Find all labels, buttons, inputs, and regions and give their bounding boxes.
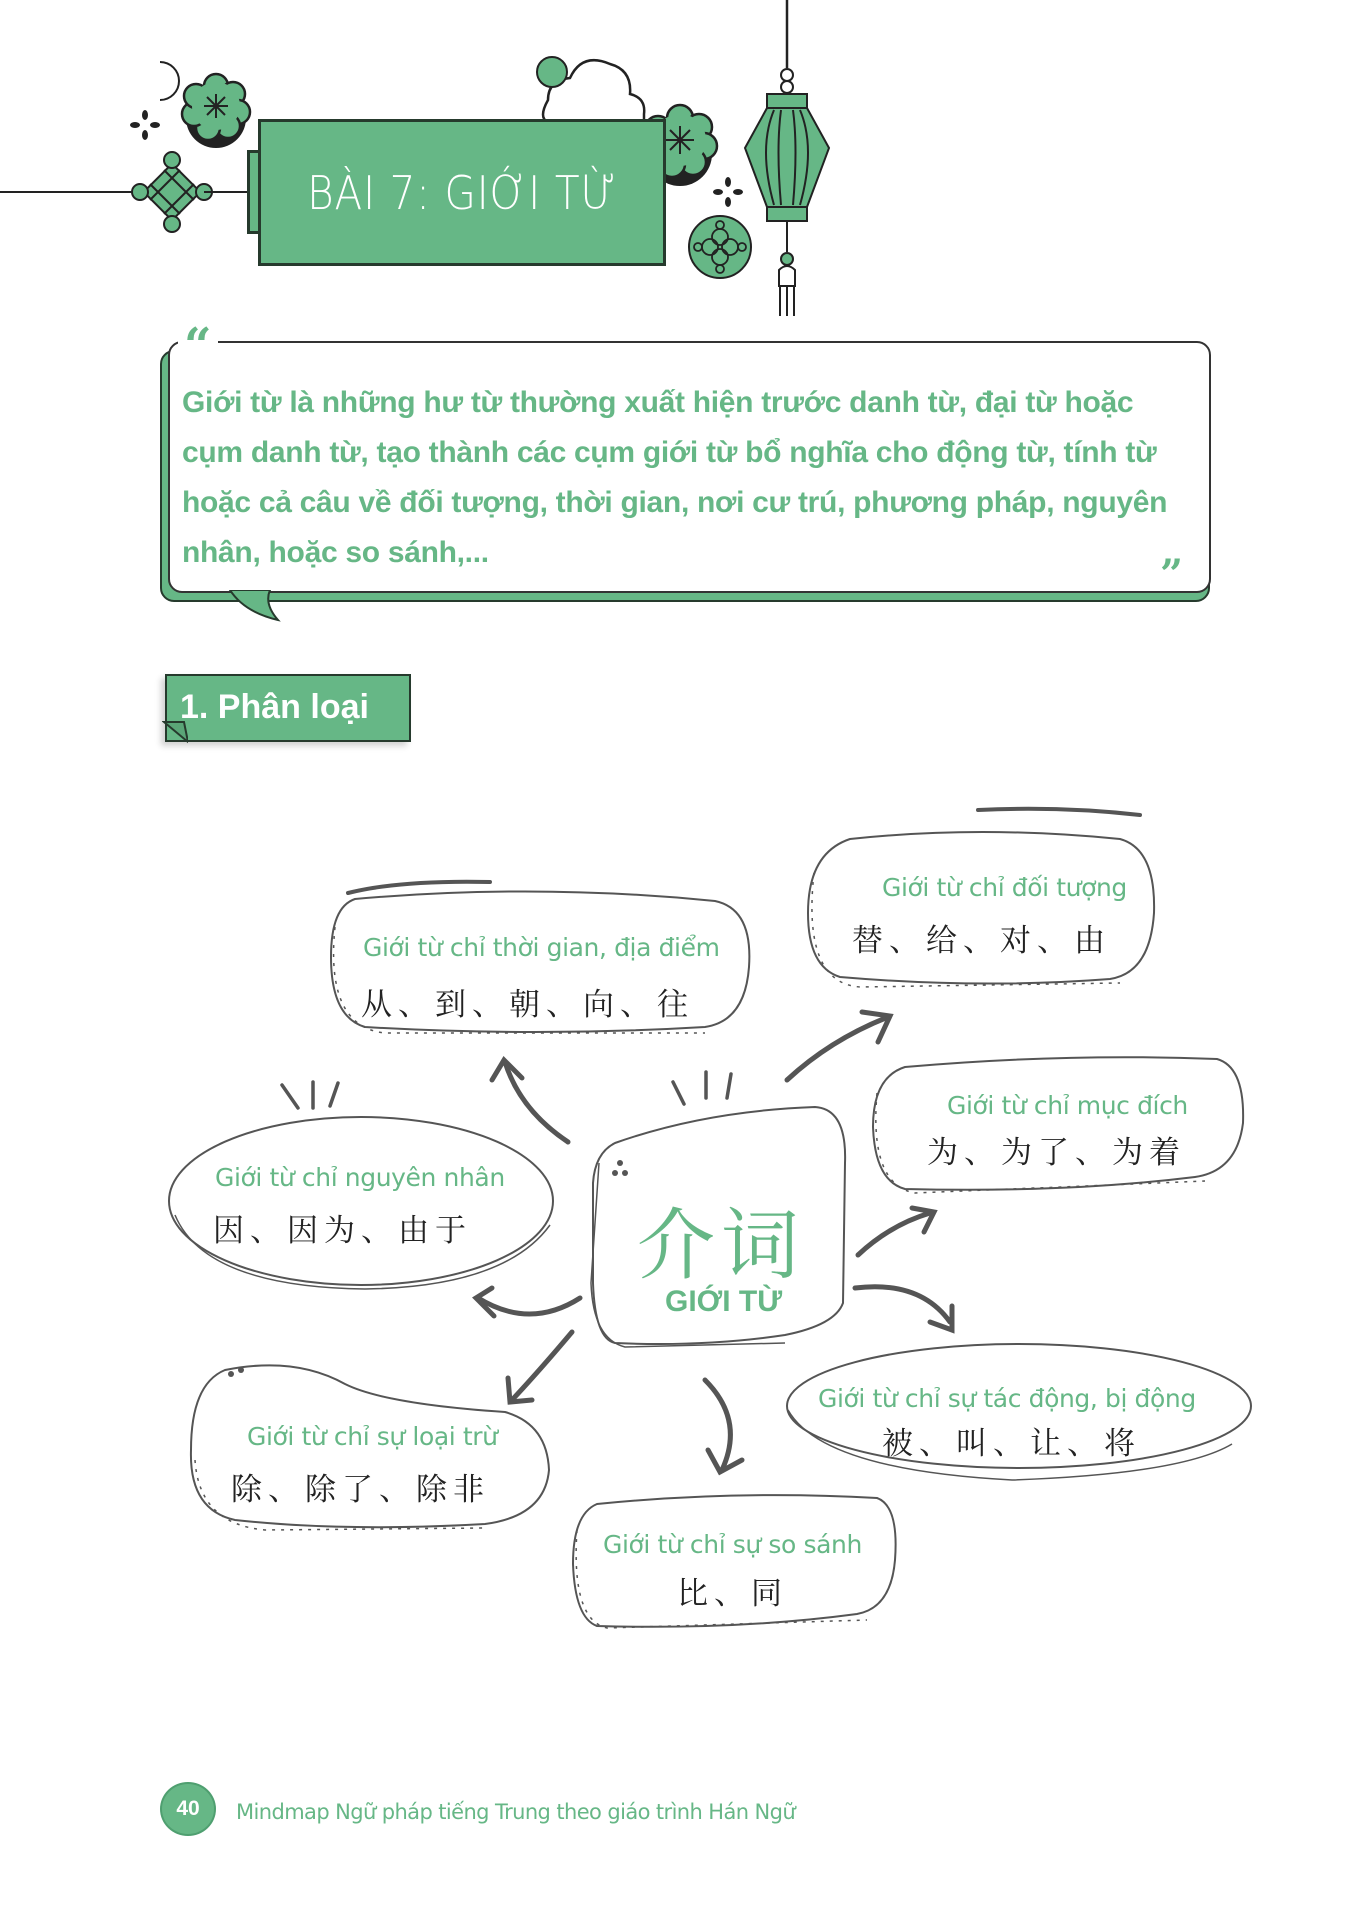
mooncake-icon (182, 74, 250, 148)
center-vietnamese-term: GIỚI TỪ (665, 1285, 783, 1318)
sparkle-icon (713, 177, 743, 207)
lesson-title-banner (258, 119, 666, 266)
section-heading: 1. Phân loại (180, 688, 369, 726)
node-words: 从、到、朝、向、往 (361, 987, 694, 1023)
arrow-to-cause (478, 1298, 580, 1314)
open-quote-icon: “ (178, 322, 218, 370)
center-chinese-term: 介词 (637, 1201, 806, 1291)
mindmap-node-exclusion (185, 1360, 553, 1533)
node-words: 除、除了、除非 (231, 1472, 490, 1508)
mindmap-node-passive (782, 1340, 1257, 1483)
mindmap-node-comparison (567, 1490, 900, 1630)
mindmap-node-cause (165, 1115, 557, 1290)
arrow-to-comparison (705, 1380, 730, 1470)
chinese-knot-icon (132, 152, 212, 232)
center-node (585, 1103, 847, 1350)
node-words: 比、同 (677, 1576, 788, 1612)
node-label: Giới từ chỉ thời gian, địa điểm (363, 933, 720, 962)
speech-bubble-tail (226, 590, 286, 622)
node-label: Giới từ chỉ sự so sánh (603, 1530, 862, 1559)
page-number-badge (160, 1782, 216, 1836)
book-title-footer: Mindmap Ngữ pháp tiếng Trung theo giáo trình Hán Ngữ (236, 1800, 796, 1824)
mindmap-node-purpose (865, 1053, 1247, 1193)
definition-text: Giới từ là những hư từ thường xuất hiện trước danh từ, đại từ hoặc cụm danh từ, tạo thành các cụm giới từ bổ nghĩa cho động từ, tính từ hoặc cả câu về đối tượng, thời gian, nơi cư trú, phương pháp, nguyên nhân, hoặc so sánh,... (182, 386, 1168, 569)
node-words: 替、给、对、由 (852, 923, 1111, 959)
node-label: Giới từ chỉ nguyên nhân (215, 1163, 505, 1192)
node-label: Giới từ chỉ sự loại trừ (247, 1422, 498, 1451)
lantern-icon (745, 0, 829, 316)
mindmap-node-object (800, 823, 1160, 987)
lesson-title: BÀI 7: GIỚI TỪ (307, 165, 617, 220)
page-number: 40 (176, 1797, 200, 1820)
node-label: Giới từ chỉ mục đích (947, 1091, 1188, 1120)
sparkle-icon (130, 110, 160, 140)
node-words: 为、为了、为着 (927, 1135, 1186, 1171)
moon-icon (160, 62, 179, 100)
node-words: 因、因为、由于 (213, 1213, 472, 1249)
arrow-to-purpose (858, 1213, 930, 1255)
close-quote-icon: ” (1160, 551, 1184, 598)
sun-icon (537, 57, 567, 87)
node-label: Giới từ chỉ đối tượng (882, 873, 1127, 902)
medallion-icon (689, 216, 751, 278)
mindmap-node-time-place (325, 887, 753, 1033)
arrow-to-passive (855, 1287, 950, 1322)
node-label: Giới từ chỉ sự tác động, bị động (818, 1384, 1196, 1413)
node-words: 被、叫、让、将 (882, 1426, 1141, 1462)
